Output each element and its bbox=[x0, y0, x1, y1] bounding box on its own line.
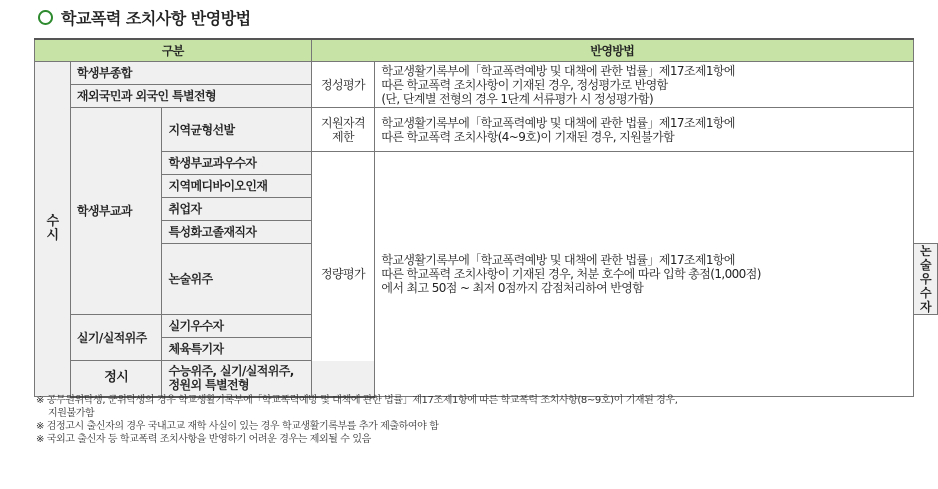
group-nonsul: 논술위주 bbox=[162, 244, 311, 315]
header-category: 구분 bbox=[35, 39, 312, 62]
row-jeongsi-line: 정원외 특별전형 bbox=[168, 378, 250, 393]
desc-line: 학교생활기록부에「학교폭력예방 및 대책에 관한 법률」제17조제1항에 bbox=[381, 115, 735, 130]
desc-line: 따른 학교폭력 조치사항(4~9호)이 기재된 경우, 지원불가함 bbox=[381, 129, 675, 144]
group-susi: 수시 bbox=[35, 62, 71, 397]
footnote: ※ 검정고시 출신자의 경우 국내고교 재학 사실이 있는 경우 학교생활기록부를 추가 제출하여야 함 bbox=[36, 421, 439, 432]
row-special-hs: 특성화고졸재직자 bbox=[162, 221, 311, 244]
method-restrict-line: 지원자격 bbox=[321, 115, 365, 130]
desc-line: 학교생활기록부에「학교폭력예방 및 대책에 관한 법률」제17조제1항에 bbox=[381, 253, 735, 267]
row-jeongsi bbox=[162, 361, 375, 397]
method-restrict-line: 제한 bbox=[331, 129, 354, 144]
row-silgi: 실기우수자 bbox=[162, 315, 311, 338]
row-job: 취업자 bbox=[162, 198, 311, 221]
footnote: ※ 국외고 출신자 등 학교폭력 조치사항을 반영하기 어려운 경우는 제외될 수 있음 bbox=[36, 434, 371, 445]
group-jeongsi: 정시 bbox=[70, 361, 162, 397]
method-qual: 정성평가 bbox=[311, 62, 375, 108]
table-header-row bbox=[35, 39, 938, 62]
desc-qual bbox=[375, 62, 914, 108]
method-quant: 정량평가 bbox=[311, 152, 375, 397]
desc-line: 학교생활기록부에「학교폭력예방 및 대책에 관한 법률」제17조제1항에 bbox=[381, 63, 735, 78]
desc-line: (단, 단계별 전형의 경우 1단계 서류평가 시 정성평가함) bbox=[381, 91, 654, 106]
desc-line: 따른 학교폭력 조치사항이 기재된 경우, 정성평가로 반영함 bbox=[381, 77, 668, 92]
row-sports: 체육특기자 bbox=[162, 338, 311, 361]
row-medi: 지역메디바이오인재 bbox=[162, 175, 311, 198]
section-title-text: 학교폭력 조치사항 반영방법 bbox=[61, 9, 251, 28]
group-silgi: 실기/실적위주 bbox=[70, 315, 162, 361]
row-nonsul: 논술우수자 bbox=[914, 244, 938, 315]
desc-line: 따른 학교폭력 조치사항이 기재된 경우, 처분 호수에 따라 입학 총점(1,000점) bbox=[381, 267, 761, 281]
row-jiyeok: 지역균형선발 bbox=[162, 108, 311, 152]
table-row bbox=[35, 62, 938, 85]
desc-line: 에서 최고 50점 ~ 최저 0점까지 감점처리하여 반영함 bbox=[381, 281, 644, 295]
table-row bbox=[35, 152, 938, 175]
section-title bbox=[38, 6, 251, 29]
row-jeongsi-line: 수능위주, 실기/실적위주, bbox=[168, 364, 294, 379]
table-row bbox=[35, 108, 938, 152]
group-gyogwa: 학생부교과 bbox=[70, 108, 162, 315]
desc-restrict bbox=[375, 108, 914, 152]
desc-quant bbox=[375, 152, 914, 397]
row-hakjong: 학생부종합 bbox=[70, 62, 311, 85]
row-jaeoe: 재외국민과 외국인 특별전형 bbox=[70, 85, 311, 108]
footnotes bbox=[36, 394, 916, 446]
policy-table bbox=[34, 38, 938, 398]
footnote-continuation: 지원불가함 bbox=[48, 408, 95, 419]
header-method: 반영방법 bbox=[311, 39, 913, 62]
method-restrict bbox=[311, 108, 375, 152]
row-gyogwa-excellent: 학생부교과우수자 bbox=[162, 152, 311, 175]
circle-bullet-icon bbox=[38, 10, 53, 25]
footnote: ※ 공무원위탁생, 군위탁생의 경우 학교생활기록부에「학교폭력예방 및 대책에 관한 법률」제17조제1항에 따른 학교폭력 조치사항(8~9호)이 기재된 경우, bbox=[36, 395, 678, 406]
